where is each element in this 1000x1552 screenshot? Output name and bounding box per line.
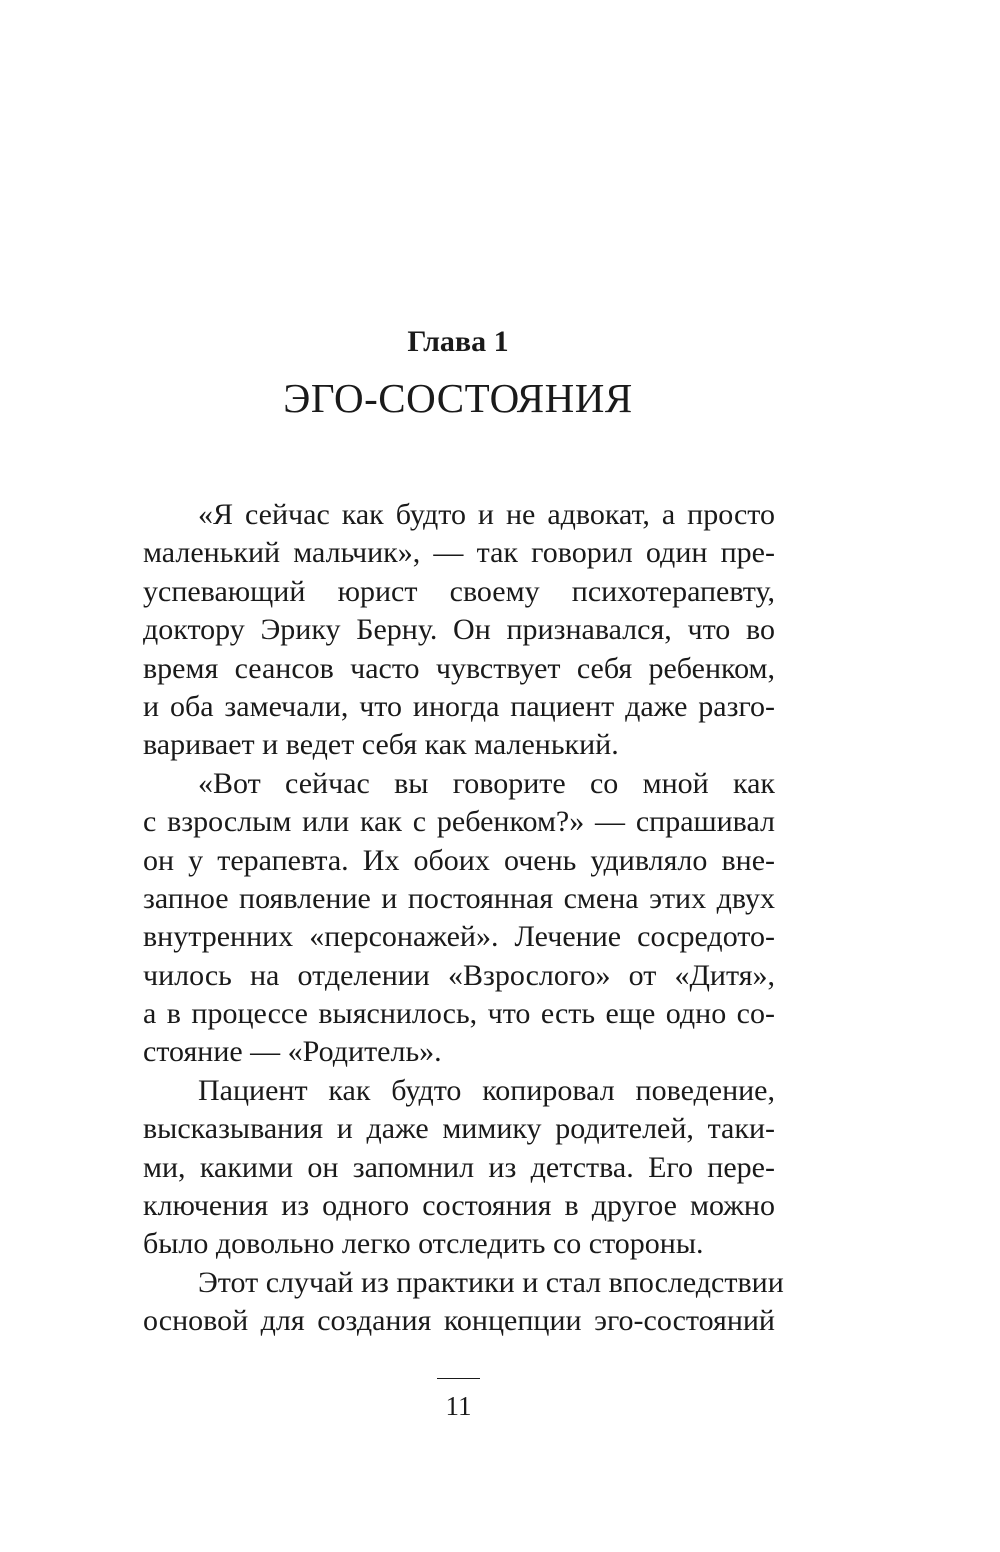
- text-line: высказывания и даже мимику родителей, таки-: [143, 1112, 775, 1146]
- text-line: варивает и ведет себя как маленький.: [143, 728, 619, 762]
- text-line: запное появление и постоянная смена этих двух: [143, 881, 775, 915]
- text-line: маленький мальчик», — так говорил один пре-: [143, 536, 775, 570]
- chapter-title: ЭГО-СОСТОЯНИЯ: [283, 375, 633, 421]
- text-line: успевающий юрист своему психотерапевту,: [143, 574, 775, 608]
- text-line: внутренних «персонажей». Лечение сосредото-: [143, 920, 775, 954]
- footer-rule: [437, 1378, 480, 1379]
- text-line: с взрослым или как с ребенком?» — спрашивал: [143, 805, 775, 839]
- text-line: «Я сейчас как будто и не адвокат, а просто: [198, 498, 775, 531]
- text-line: ми, какими он запомнил из детства. Его пере-: [143, 1150, 775, 1184]
- text-line: ключения из одного состояния в другое можно: [143, 1189, 775, 1223]
- text-line: было довольно легко отследить со стороны.: [143, 1227, 704, 1261]
- text-line: и оба замечали, что иногда пациент даже разго-: [143, 689, 775, 723]
- text-line: чилось на отделении «Взрослого» от «Дитя»,: [143, 958, 775, 992]
- body-text: [143, 496, 784, 1341]
- text-line: а в процессе выяснилось, что есть еще одно со-: [143, 997, 775, 1031]
- text-line: время сеансов часто чувствует себя ребенком,: [143, 651, 775, 685]
- text-line: Пациент как будто копировал поведение,: [198, 1073, 775, 1107]
- text-line: Этот случай из практики и стал впоследствии: [198, 1265, 784, 1299]
- text-line: доктору Эрику Берну. Он признавался, что во: [143, 613, 775, 647]
- page-number: 11: [445, 1391, 472, 1421]
- text-line: основой для создания концепции эго-состояний: [143, 1304, 775, 1338]
- text-line: он у терапевта. Их обоих очень удивляло вне-: [143, 843, 775, 877]
- text-line: «Вот сейчас вы говорите со мной как: [198, 766, 775, 800]
- chapter-label: Глава 1: [407, 325, 509, 358]
- text-line: стояние — «Родитель».: [143, 1035, 442, 1069]
